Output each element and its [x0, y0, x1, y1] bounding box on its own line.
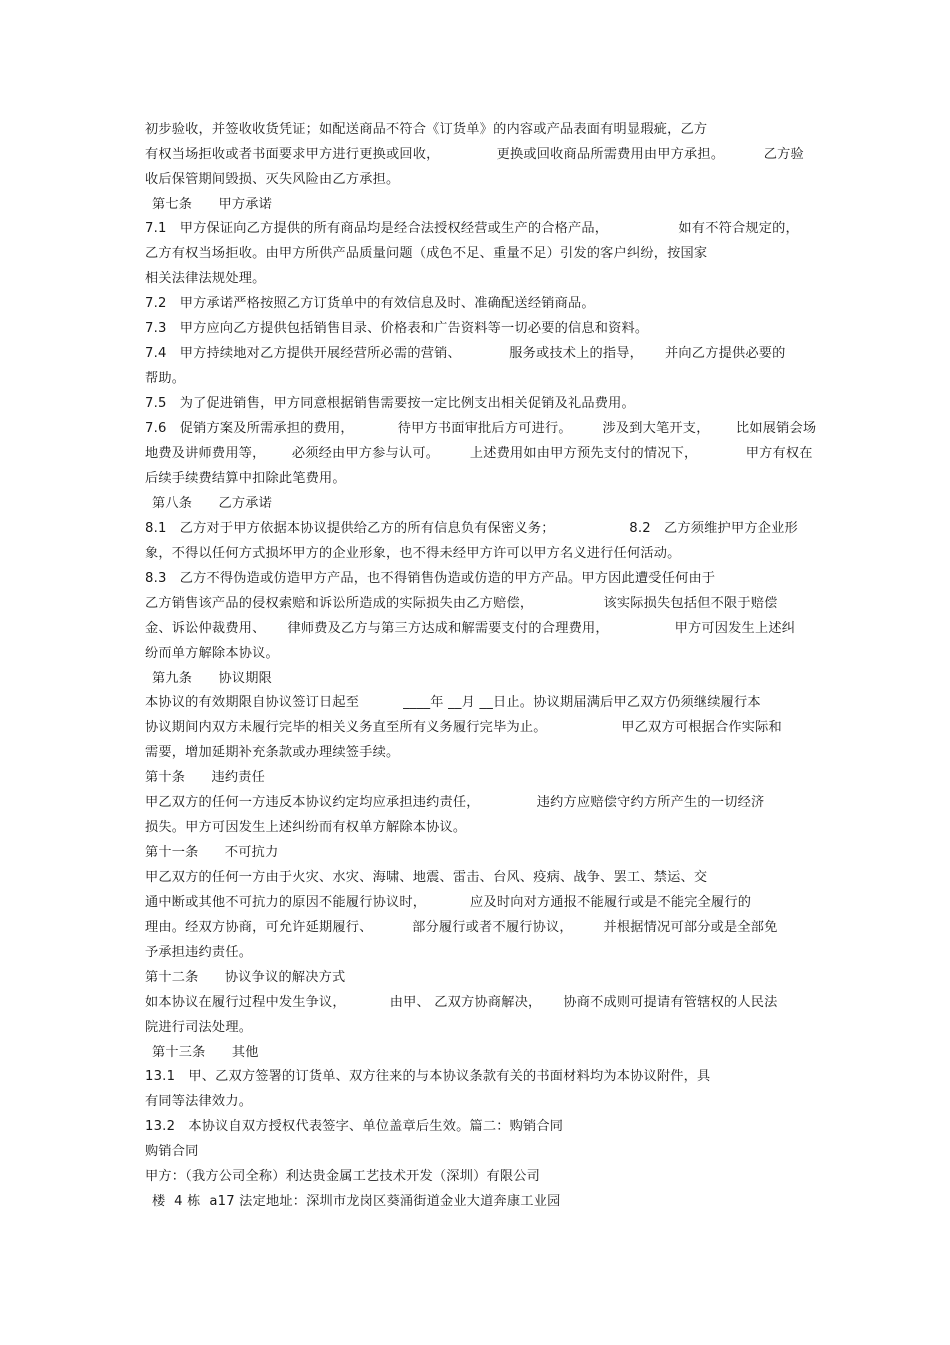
- text-line: 收后保管期间毁损、灭失风险由乙方承担。: [145, 172, 400, 187]
- text-line: 后续手续费结算中扣除此笔费用。: [145, 471, 346, 486]
- text-line: 帮助。: [145, 371, 186, 386]
- text-line: 有权当场拒收或者书面要求甲方进行更换或回收， 更换或回收商品所需费用由甲方承担。 乙方验: [145, 147, 804, 162]
- text-line: 13.2 本协议自双方授权代表签字、单位盖章后生效。篇二：购销合同: [145, 1119, 564, 1134]
- text-line: 相关法律法规处理。: [145, 271, 266, 286]
- text-line: 8.3 乙方不得伪造或仿造甲方产品，也不得销售伪造或仿造的甲方产品。甲方因此遭受任何由于: [145, 571, 716, 586]
- section-heading: 第九条 协议期限: [152, 671, 273, 686]
- text-line: 7.6 促销方案及所需承担的费用， 待甲方书面审批后方可进行。 涉及到大笔开支， 比如展销会场: [145, 421, 817, 436]
- text-line: 纷而单方解除本协议。: [145, 646, 279, 661]
- text-line: 13.1 甲、乙双方签署的订货单、双方往来的与本协议条款有关的书面材料均为本协议附件，具: [145, 1069, 711, 1084]
- text-line: 7.5 为了促进销售，甲方同意根据销售需要按一定比例支出相关促销及礼品费用。: [145, 396, 635, 411]
- section-heading: 第八条 乙方承诺: [152, 496, 273, 511]
- text-line: 地费及讲师费用等， 必须经由甲方参与认可。 上述费用如由甲方预先支付的情况下， 甲方有权在: [145, 446, 813, 461]
- section-heading: 第十条 违约责任: [145, 770, 266, 785]
- text-line: 甲方：（我方公司全称）利达贵金属工艺技术开发（深圳）有限公司: [145, 1169, 541, 1184]
- text-line: 甲乙双方的任何一方由于火灾、水灾、海啸、地震、雷击、台风、疫病、战争、罢工、禁运、交: [145, 870, 708, 885]
- text-line: 购销合同: [145, 1144, 199, 1159]
- section-heading: 第十二条 协议争议的解决方式: [145, 970, 346, 985]
- text-line: 本协议的有效期限自协议签订日起至 ____年 __月 __日止。协议期届满后甲乙双方仍须继续履行本: [145, 695, 761, 710]
- text-line: 通中断或其他不可抗力的原因不能履行协议时， 应及时向对方通报不能履行或是不能完全履行的: [145, 895, 752, 910]
- text-line: 协议期间内双方未履行完毕的相关义务直至所有义务履行完毕为止。 甲乙双方可根据合作实际和: [145, 720, 782, 735]
- text-line: 7.2 甲方承诺严格按照乙方订货单中的有效信息及时、准确配送经销商品。: [145, 296, 595, 311]
- text-line: 初步验收，并签收收货凭证；如配送商品不符合《订货单》的内容或产品表面有明显瑕疵，乙方: [145, 122, 708, 137]
- text-line: 7.3 甲方应向乙方提供包括销售目录、价格表和广告资料等一切必要的信息和资料。: [145, 321, 649, 336]
- text-line: 楼 4 栋 a17 法定地址：深圳市龙岗区葵涌街道金业大道奔康工业园: [152, 1194, 561, 1209]
- text-line: 金、诉讼仲裁费用、 律师费及乙方与第三方达成和解需要支付的合理费用， 甲方可因发生上述纠: [145, 621, 796, 636]
- text-line: 有同等法律效力。: [145, 1094, 253, 1109]
- text-line: 如本协议在履行过程中发生争议， 由甲、 乙双方协商解决， 协商不成则可提请有管辖权的人民法: [145, 995, 778, 1010]
- text-line: 理由。经双方协商，可允许延期履行、 部分履行或者不履行协议， 并根据情况可部分或是全部免: [145, 920, 778, 935]
- text-line: 院进行司法处理。: [145, 1020, 253, 1035]
- text-line: 乙方销售该产品的侵权索赔和诉讼所造成的实际损失由乙方赔偿， 该实际损失包括但不限于赔偿: [145, 596, 778, 611]
- section-heading: 第七条 甲方承诺: [152, 197, 273, 212]
- text-line: 乙方有权当场拒收。由甲方所供产品质量问题（成色不足、重量不足）引发的客户纠纷，按国家: [145, 246, 708, 261]
- text-line: 7.4 甲方持续地对乙方提供开展经营所必需的营销、 服务或技术上的指导， 并向乙方提供必要的: [145, 346, 786, 361]
- text-line: 予承担违约责任。: [145, 945, 253, 960]
- text-line: 7.1 甲方保证向乙方提供的所有商品均是经合法授权经营或生产的合格产品， 如有不符合规定的，: [145, 221, 799, 236]
- text-line: 甲乙双方的任何一方违反本协议约定均应承担违约责任， 违约方应赔偿守约方所产生的一切经济: [145, 795, 765, 810]
- text-line: 8.1 乙方对于甲方依据本协议提供给乙方的所有信息负有保密义务； 8.2 乙方须维护甲方企业形: [145, 521, 798, 536]
- section-heading: 第十一条 不可抗力: [145, 845, 279, 860]
- text-line: 需要，增加延期补充条款或办理续签手续。: [145, 745, 400, 760]
- text-line: 损失。甲方可因发生上述纠纷而有权单方解除本协议。: [145, 820, 467, 835]
- section-heading: 第十三条 其他: [152, 1045, 259, 1060]
- text-line: 象，不得以任何方式损坏甲方的企业形象，也不得未经甲方许可以甲方名义进行任何活动。: [145, 546, 681, 561]
